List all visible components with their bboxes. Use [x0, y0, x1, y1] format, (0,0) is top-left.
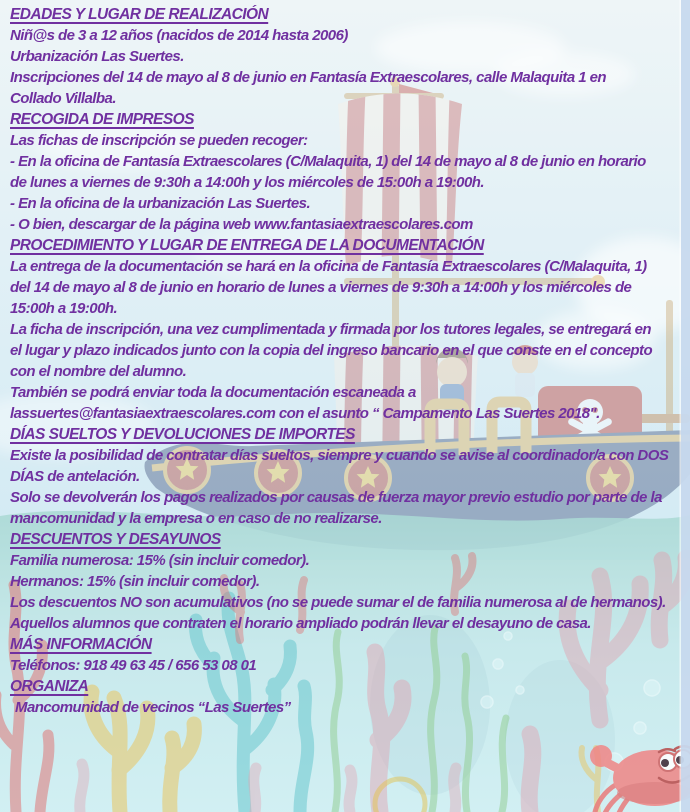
text-line: del 14 de mayo al 8 de junio en horario de lunes a viernes de 9:30h a 14:00h y los miércoles de: [10, 279, 632, 296]
text-line: Mancomunidad de vecinos “Las Suertes”: [15, 699, 291, 716]
text-line: Niñ@s de 3 a 12 años (nacidos de 2014 hasta 2006): [10, 27, 348, 44]
text-line: Aquellos alumnos que contraten el horario ampliado podrán llevar el desayuno de casa.: [10, 615, 591, 632]
section-dias-sueltos: [10, 424, 686, 529]
text-line: Las fichas de inscripción se pueden recoger:: [10, 132, 308, 149]
text-line: Inscripciones del 14 de mayo al 8 de junio en Fantasía Extraescolares, calle Malaquita 1 en: [10, 69, 607, 86]
text-line: También se podrá enviar toda la documentación escaneada a: [10, 384, 416, 401]
text-line: Solo se devolverán los pagos realizados por causas de fuerza mayor previo estudio por parte de la: [10, 489, 662, 506]
text-line: mancomunidad y la empresa o en caso de no realizarse.: [10, 510, 382, 527]
text-line: Existe la posibilidad de contratar días sueltos, siempre y cuando se avise al coordinador/a con DOS: [10, 447, 669, 464]
text-line: Collado Villalba.: [10, 90, 116, 107]
text-line: La entrega de la documentación se hará en la oficina de Fantasía Extraescolares (C/Malaquita, 1): [10, 258, 647, 275]
text-line: La ficha de inscripción, una vez cumplimentada y firmada por los tutores legales, se entregará en: [10, 321, 652, 338]
text-line: Urbanización Las Suertes.: [10, 48, 184, 65]
section-title-dias-sueltos: DÍAS SUELTOS Y DEVOLUCIONES DE IMPORTES: [10, 426, 355, 443]
section-title-recogida: RECOGIDA DE IMPRESOS: [10, 111, 194, 128]
section-title-organiza: ORGANIZA: [10, 678, 89, 695]
section-procedimiento: [10, 235, 686, 424]
flyer-text: [10, 4, 686, 718]
section-title-descuentos: DESCUENTOS Y DESAYUNOS: [10, 531, 221, 548]
section-recogida: [10, 109, 686, 235]
section-mas-informacion: [10, 634, 686, 676]
text-line: 15:00h a 19:00h.: [10, 300, 118, 317]
section-descuentos: [10, 529, 686, 634]
text-line: Los descuentos NO son acumulativos (no se puede sumar el de familia numerosa al de hermanos).: [10, 594, 666, 611]
text-line: Hermanos: 15% (sin incluir comedor).: [10, 573, 260, 590]
text-line: - O bien, descargar de la página web www.fantasiaextraescolares.com: [10, 216, 473, 233]
text-line: el lugar y plazo indicados junto con la copia del ingreso bancario en el que conste en el concepto: [10, 342, 653, 359]
text-line: lassuertes@fantasiaextraescolares.com con el asunto “ Campamento Las Suertes 2018".: [10, 405, 600, 422]
text-line: DÍAS de antelación.: [10, 468, 140, 485]
section-organiza: [10, 676, 686, 718]
text-line: - En la oficina de Fantasía Extraescolares (C/Malaquita, 1) del 14 de mayo al 8 de junio en horario: [10, 153, 646, 170]
section-title-procedimiento: PROCEDIMIENTO Y LUGAR DE ENTREGA DE LA DOCUMENTACIÓN: [10, 237, 484, 254]
section-edades: [10, 4, 686, 109]
section-title-edades: EDADES Y LUGAR DE REALIZACIÓN: [10, 6, 269, 23]
text-line-telefonos: Teléfonos: 918 49 63 45 / 656 53 08 01: [10, 657, 257, 674]
text-line: - En la oficina de la urbanización Las Suertes.: [10, 195, 311, 212]
text-line: Familia numerosa: 15% (sin incluir comedor).: [10, 552, 310, 569]
text-line: con el nombre del alumno.: [10, 363, 187, 380]
section-title-mas-informacion: MÁS INFORMACIÓN: [10, 636, 152, 653]
text-line: de lunes a viernes de 9:30h a 14:00h y los miércoles de 15:00h a 19:00h.: [10, 174, 484, 191]
